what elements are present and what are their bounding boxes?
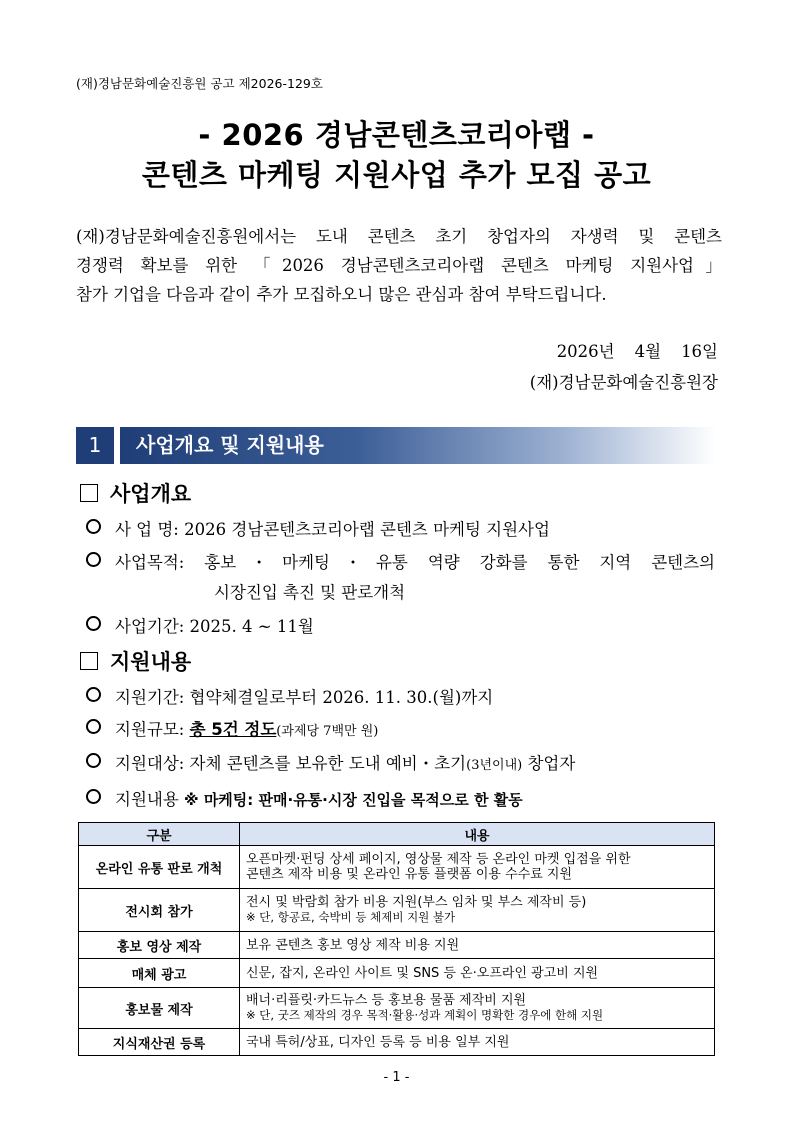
table-cell-content: 전시 및 박람회 참가 비용 지원(부스 임차 및 부스 제작비 등) ※ 단, 항공료, 숙박비 등 체제비 지원 불가 — [240, 889, 715, 932]
table-row — [79, 1029, 715, 1056]
section-title: 사업개요 및 지원내용 — [136, 433, 324, 457]
notice-number: (재)경남문화예술진흥원 공고 제2026-129호 — [76, 76, 323, 91]
overview-heading: 사업개요 — [80, 478, 191, 508]
intro-paragraph — [76, 222, 722, 309]
date-month: 4월 — [634, 342, 662, 361]
content-note: ※ 마케팅: 판매·유통·시장 진입을 목적으로 한 활동 — [184, 791, 523, 809]
table-header-row — [79, 823, 715, 846]
table-cell-content: 보유 콘텐츠 홍보 영상 제작 비용 지원 — [240, 932, 715, 959]
table-cell-content: 오픈마켓·펀딩 상세 페이지, 영상물 제작 등 온라인 마켓 입점을 위한 콘텐츠 제작 비용 및 온라인 유통 플랫폼 이용 수수료 지원 — [240, 846, 715, 889]
table-cell-category: 지식재산권 등록 — [79, 1029, 240, 1056]
circle-bullet-icon — [86, 789, 101, 804]
page-number: - 1 - — [383, 1070, 410, 1085]
intro-line-2: 경쟁력 확보를 위한 「2026 경남콘텐츠코리아랩 콘텐츠 마케팅 지원사업」 — [76, 256, 722, 275]
overview-item-name: 사 업 명: 2026 경남콘텐츠코리아랩 콘텐츠 마케팅 지원사업 — [86, 516, 550, 540]
circle-bullet-icon — [86, 519, 101, 534]
table-row — [79, 846, 715, 889]
table-header-content: 내용 — [240, 823, 715, 846]
support-item-period: 지원기간: 협약체결일로부터 2026. 11. 30.(월)까지 — [86, 684, 493, 708]
table-cell-content: 신문, 잡지, 온라인 사이트 및 SNS 등 온·오프라인 광고비 지원 — [240, 959, 715, 988]
table-cell-category: 온라인 유통 판로 개척 — [79, 846, 240, 889]
circle-bullet-icon — [86, 753, 101, 768]
intro-line-3: 참가 기업을 다음과 같이 추가 모집하오니 많은 관심과 참여 부탁드립니다. — [76, 285, 607, 304]
table-row — [79, 932, 715, 959]
table-cell-category: 홍보물 제작 — [79, 988, 240, 1029]
checkbox-square-icon — [80, 652, 98, 670]
title-line-2: 콘텐츠 마케팅 지원사업 추가 모집 공고 — [141, 158, 652, 192]
support-item-scale: 지원규모: 총 5건 정도(과제당 7백만 원) — [86, 716, 378, 740]
table-cell-category: 전시회 참가 — [79, 889, 240, 932]
circle-bullet-icon — [86, 552, 101, 567]
checkbox-square-icon — [80, 484, 98, 502]
title-line-1: - 2026 경남콘텐츠코리아랩 - — [198, 118, 595, 152]
intro-line-1: (재)경남문화예술진흥원에서는 도내 콘텐츠 초기 창업자의 자생력 및 콘텐츠 — [76, 227, 722, 246]
support-content-table — [78, 822, 715, 1056]
circle-bullet-icon — [86, 719, 101, 734]
section-header — [76, 427, 716, 464]
table-header-category: 구분 — [79, 823, 240, 846]
table-row — [79, 988, 715, 1029]
date-year: 2026년 — [556, 342, 615, 361]
announcement-date — [537, 338, 718, 362]
scale-value: 총 5건 정도 — [189, 720, 277, 739]
table-cell-category: 홍보 영상 제작 — [79, 932, 240, 959]
overview-item-period: 사업기간: 2025. 4 ~ 11월 — [86, 613, 314, 637]
table-cell-content: 배너·리플릿·카드뉴스 등 홍보용 물품 제작비 지원 ※ 단, 굿즈 제작의 경우 목적·활용·성과 계획이 명확한 경우에 한해 지원 — [240, 988, 715, 1029]
signer: (재)경남문화예술진흥원장 — [529, 373, 718, 392]
overview-item-purpose: 사업목적: 홍보・마케팅・유통 역량 강화를 통한 지역 콘텐츠의 — [86, 549, 715, 573]
circle-bullet-icon — [86, 687, 101, 702]
overview-purpose-continued: 시장진입 촉진 및 판로개척 — [214, 583, 406, 602]
scale-note: (과제당 7백만 원) — [276, 724, 379, 739]
table-cell-content: 국내 특허/상표, 디자인 등록 등 비용 일부 지원 — [240, 1029, 715, 1056]
circle-bullet-icon — [86, 616, 101, 631]
date-day: 16일 — [681, 342, 718, 361]
table-row — [79, 959, 715, 988]
section-number: 1 — [76, 427, 114, 464]
support-item-target: 지원대상: 자체 콘텐츠를 보유한 도내 예비・초기(3년이내) 창업자 — [86, 750, 575, 774]
support-heading: 지원내용 — [80, 646, 191, 676]
support-item-content: 지원내용 ※ 마케팅: 판매·유통·시장 진입을 목적으로 한 활동 — [86, 786, 523, 810]
table-row — [79, 889, 715, 932]
table-cell-category: 매체 광고 — [79, 959, 240, 988]
